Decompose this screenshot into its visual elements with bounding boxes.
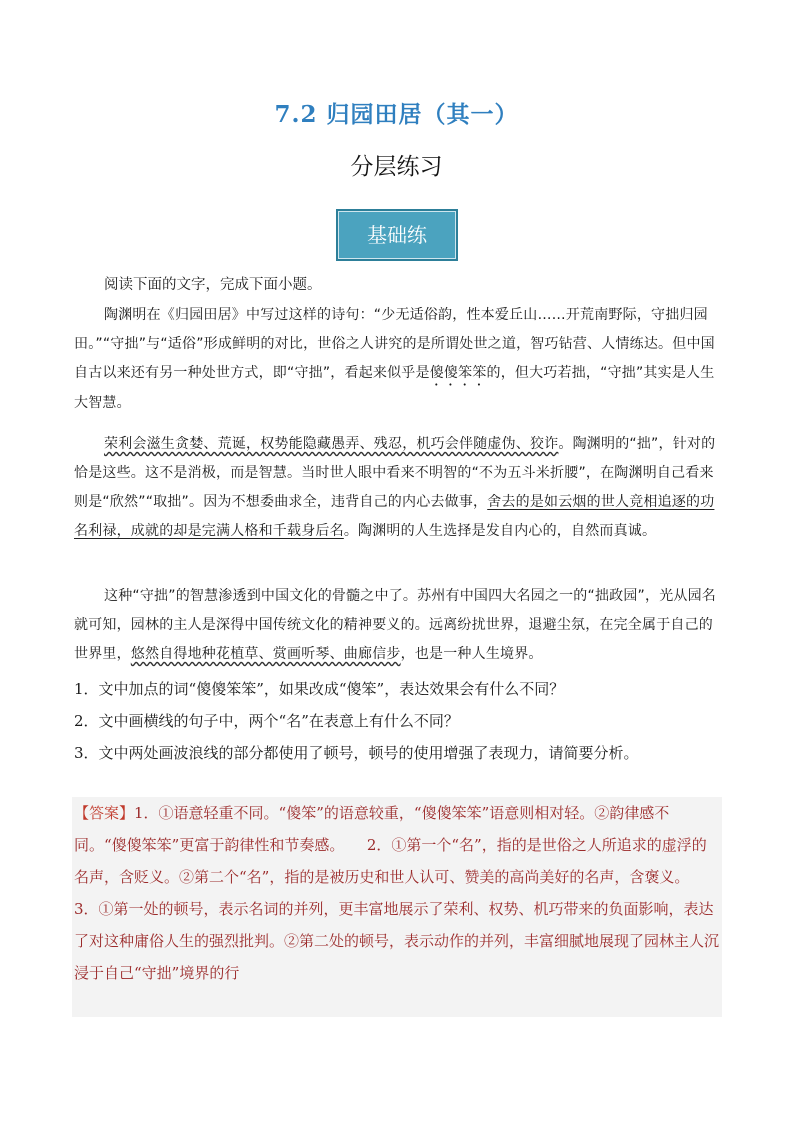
dotted-phrase: 傻傻笨笨 — [429, 365, 487, 381]
answer-text: 1．①语意轻重不同。“傻笨”的语意较重，“傻傻笨笨”语意则相对轻。②韵律感不同。“傻傻笨笨”更富于韵律性和节奏感。 2．①第一个“名”，指的是世俗之人所追求的虚浮的名声，含贬义。②第二个“名”，指的是被历史和世人认可、赞美的高尚美好的名声，含褒义。 3．①第一处的顿号，表示名词的并列，更丰富地展示了荣利、权势、机巧带来的负面影响，表达了对这种庸俗人生的强烈批判。②第二处的顿号，表示动作的并列，丰富细腻地展现了园林主人沉浸于自己“守拙”境界的行 — [74, 804, 720, 982]
passage-paragraph-2 — [74, 430, 722, 546]
p3-text-a: 这种“守拙”的智慧渗透到中国文化的骨髓之中了。苏州有中国四大名园之一的“拙政园”，光从园名就可知，园林的主人是深得中国传统文化的精神要义的。远离纷扰世界，退避尘氛，在完全属于自己的世界里， — [74, 588, 717, 662]
wavy-underlined-phrase-1: 荣利会滋生贪婪、荒诞，权势能隐藏愚弄、残忍，机巧会伴随虚伪、狡诈 — [104, 436, 559, 452]
p3-text-b: ，也是一种人生境界。 — [400, 646, 543, 662]
section-badge: 基础练 — [336, 209, 458, 261]
page-title: 7.2 归园田居（其一） — [274, 101, 519, 128]
wavy-underlined-phrase-2: 悠然自得地种花植草、赏画听琴、曲廊信步 — [130, 646, 401, 662]
question-3: 3．文中两处画波浪线的部分都使用了顿号，顿号的使用增强了表现力，请简要分析。 — [74, 744, 639, 762]
question-2: 2．文中画横线的句子中，两个“名”在表意上有什么不同？ — [74, 712, 459, 730]
question-1: 1．文中加点的词“傻傻笨笨”，如果改成“傻笨”，表达效果会有什么不同？ — [74, 680, 565, 698]
answer-tag: 【答案】 — [74, 804, 135, 822]
p2-text-b: 。陶渊明的人生选择是发自内心的，自然而真诚。 — [343, 523, 657, 539]
page-subtitle: 分层练习 — [350, 154, 443, 180]
p2-text-a: 。陶渊明的“拙”，针对的恰是这些。这不是消极，而是智慧。当时世人眼中看来不明智的“不为五斗米折腰”，在陶渊明自己看来则是“欣然”“取拙”。因为不想委曲求全，违背自己的内心去做事， — [74, 436, 716, 510]
passage-paragraph-3 — [74, 582, 722, 669]
underlined-sentence: 舍去的是如云烟的世人竞相追逐的功名利禄，成就的却是完满人格和千载身后名 — [74, 494, 715, 539]
p1-text-b: 的，但大巧若拙，“守拙”其实是人生大智慧。 — [74, 365, 715, 411]
passage-intro: 阅读下面的文字，完成下面小题。 — [104, 277, 322, 293]
p1-text-a: 陶渊明在《归园田居》中写过这样的诗句：“少无适俗韵，性本爱丘山……开荒南野际，守拙归园田。”“守拙”与“适俗”形成鲜明的对比，世俗之人讲究的是所谓处世之道，智巧钻营、人情练达。但中国自古以来还有另一种处世方式，即“守拙”，看起来似乎是 — [74, 307, 715, 381]
answer-block — [72, 797, 722, 1017]
passage-paragraph-1 — [74, 301, 722, 418]
